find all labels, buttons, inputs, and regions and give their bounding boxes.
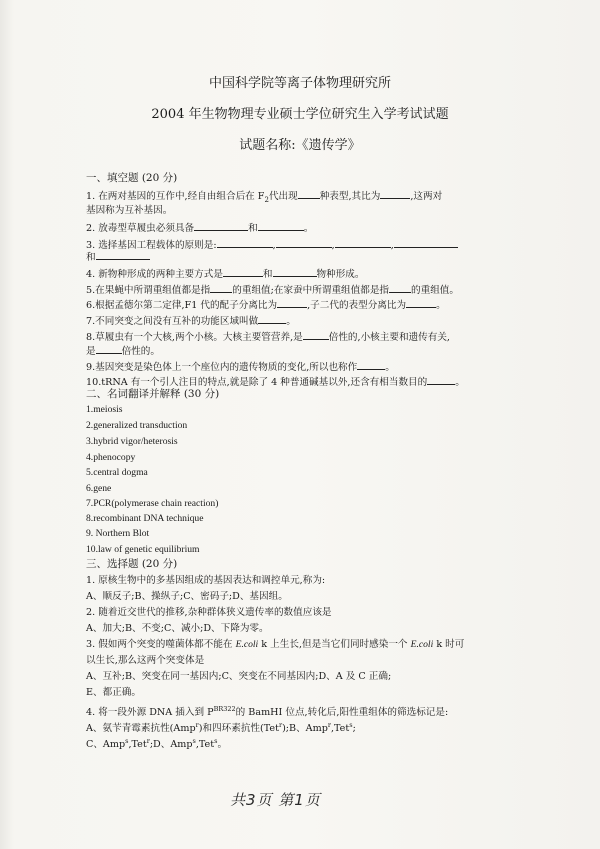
- s2-item: 9. Northern Blot: [86, 528, 150, 539]
- s3-q3-option-e: E、都正确。: [86, 687, 141, 698]
- s1-q1-cont: 基因称为互补基因。: [86, 205, 173, 216]
- s1-q2: 2. 放毒型草履虫必须具备 和 。: [86, 223, 314, 234]
- s2-item: 8.recombinant DNA technique: [86, 513, 204, 524]
- section2-title: 二、名词翻译并解释 (30 分): [86, 388, 220, 400]
- s3-q2-options: A、加大;B、不变;C、减小;D、下降为零。: [86, 623, 269, 634]
- s3-q4: 4. 将一段外源 DNA 插入到 $P^{BR322}$的 BamHI 位点,转化后,阳性重组体的筛选标记是:: [86, 705, 449, 719]
- s1-q1: 1. 在两对基因的互作中,经自由组合后在 $F_2$代出现 种表型,其比为 ,这两对: [86, 191, 443, 204]
- s3-q3: 3. 假如两个突变的噬菌体都不能在 E.coli k 上生长,但是当它们同时感染一个 E.coli k 时可: [86, 639, 465, 650]
- exam-title: 2004 年生物物理专业硕士学位研究生入学考试试题: [151, 107, 449, 122]
- s3-q3-options: A、互补;B、突变在同一基因内;C、突变在不同基因内;D、A 及 C 正确;: [86, 671, 392, 682]
- section1-title: 一、填空题 (20 分): [86, 172, 178, 184]
- s2-item: 2.generalized transduction: [86, 420, 188, 431]
- s2-item: 5.central dogma: [86, 467, 148, 478]
- s2-item: 6.gene: [86, 483, 112, 494]
- s1-q3-cont: 和: [86, 250, 150, 264]
- s2-item: 1.meiosis: [86, 404, 123, 415]
- s1-q7: 7.不同突变之间没有互补的功能区域叫做 。: [86, 316, 296, 327]
- handwritten-page-count: 共3页 第1页: [230, 791, 321, 809]
- s3-q3-cont: 以生长,那么这两个突变体是: [86, 655, 205, 666]
- institute-name: 中国科学院等离子体物理研究所: [208, 76, 391, 91]
- s3-q4-options-ab: A、氨苄青霉素抗性(Amp$^r$)和四环素抗性(Tet$^r$);B、Amp$^r$,Tet$^s$;: [86, 721, 356, 735]
- s1-q9: 9.基因突变是染色体上一个座位内的遗传物质的变化,所以也称作 。: [86, 362, 395, 373]
- s3-q2: 2. 随着近交世代的推移,杂种群体狭义遗传率的数值应该是: [86, 607, 332, 618]
- s1-q8-cont: 是 倍性的。: [86, 346, 160, 357]
- s2-item: 3.hybrid vigor/heterosis: [86, 436, 178, 447]
- s2-item: 7.PCR(polymerase chain reaction): [86, 498, 219, 509]
- s2-item: 4.phenocopy: [86, 452, 136, 463]
- s1-q5: 5.在果蝇中所谓重组值都是指 的重组值;在家蚕中所谓重组值都是指 的重组值。: [86, 285, 459, 296]
- s3-q1-options: A、顺反子;B、操纵子;C、密码子;D、基因组。: [86, 591, 288, 602]
- s3-q4-options-cd: C、Amp$^s$,Tet$^r$;D、Amp$^s$,Tet$^s$。: [86, 737, 228, 751]
- s1-q10: 10.tRNA 有一个引人注目的特点,就是除了 4 种普通碱基以外,还含有相当数目的 。: [86, 377, 465, 388]
- s1-q4: 4. 新物种形成的两种主要方式是 和 物种形成。: [86, 269, 365, 280]
- s1-q8: 8.草履虫有一个大核,两个小核。大核主要管营养,是 倍性的,小核主要和遗传有关,: [86, 332, 450, 343]
- s2-item: 10.law of genetic equilibrium: [86, 544, 200, 555]
- s1-q6: 6.根据孟德尔第二定律,F1 代的配子分离比为 ,子二代的表型分离比为 。: [86, 300, 446, 311]
- s1-q3: 3. 选择基因工程载体的原则是: , , ,: [86, 238, 458, 252]
- subject-title: 试题名称:《遗传学》: [239, 138, 361, 153]
- section3-title: 三、选择题 (20 分): [86, 558, 178, 570]
- s3-q1: 1. 原核生物中的多基因组成的基因表达和调控单元,称为:: [86, 575, 326, 586]
